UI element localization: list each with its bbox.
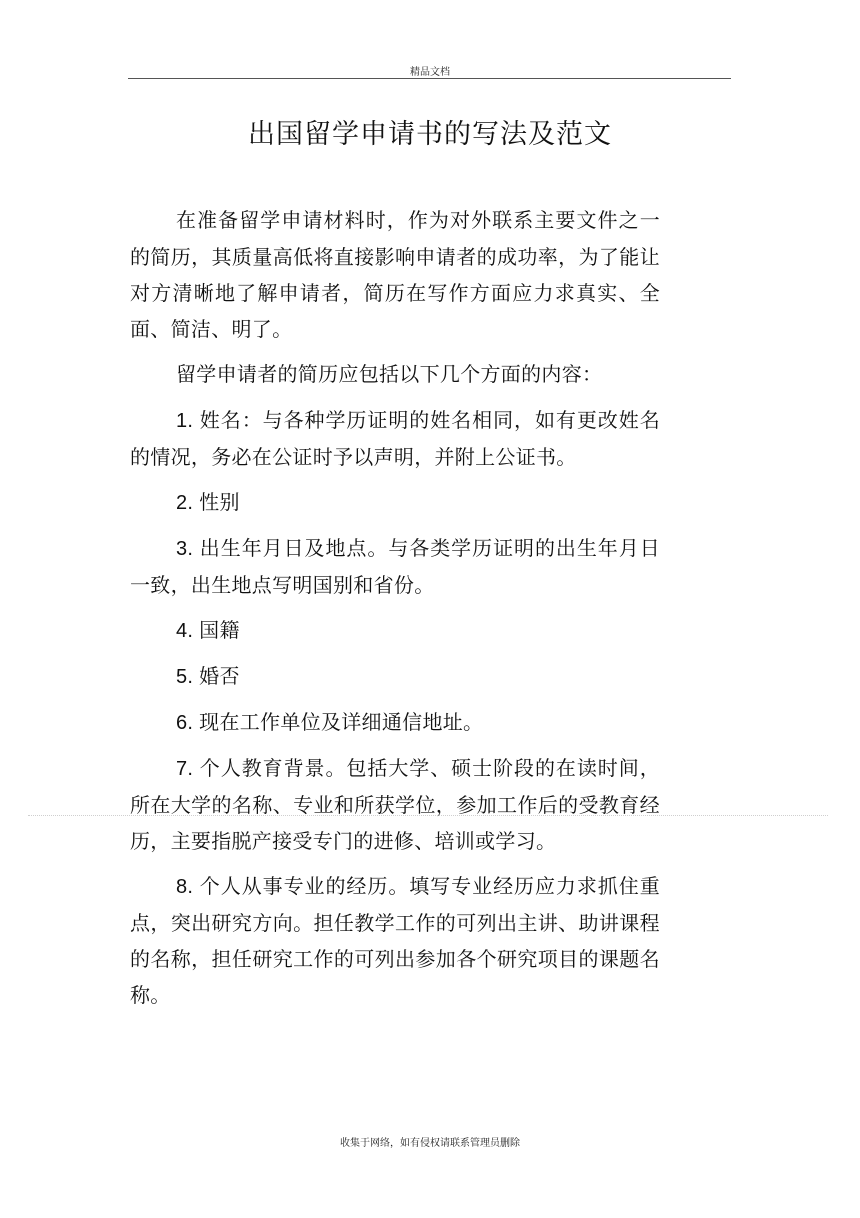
- list-item-marital: [130, 658, 660, 695]
- list-item-number: 3.: [176, 538, 200, 560]
- list-item-text: 婚否: [199, 664, 240, 688]
- list-item-education: [130, 750, 660, 859]
- list-item-number: 4.: [176, 620, 200, 642]
- list-item-text: 国籍: [199, 618, 240, 642]
- list-item-number: 6.: [176, 712, 200, 734]
- paragraph-intro: [130, 202, 660, 347]
- list-item-number: 5.: [176, 666, 200, 688]
- paragraph-list-intro: [130, 356, 660, 393]
- list-item-text: 现在工作单位及详细通信地址。: [199, 710, 484, 734]
- list-item-text: 出生年月日及地点。与各类学历证明的出生年月日一致，出生地点写明国别和省份。: [130, 536, 660, 597]
- list-item-name: [130, 402, 660, 475]
- paragraph-text: 留学申请者的简历应包括以下几个方面的内容：: [176, 362, 603, 386]
- list-item-workplace: [130, 704, 660, 741]
- list-item-birth: [130, 530, 660, 603]
- list-item-nationality: [130, 612, 660, 649]
- header-divider: [128, 78, 731, 79]
- page-footer-label: 收集于网络，如有侵权请联系管理员删除: [340, 1138, 520, 1149]
- document-body: [130, 202, 660, 1022]
- list-item-experience: [130, 868, 660, 1013]
- page-header-label: 精品文档: [410, 67, 450, 78]
- document-title: 出国留学申请书的写法及范文: [248, 119, 612, 150]
- page-dotted-line: [28, 815, 828, 816]
- paragraph-text: 在准备留学申请材料时，作为对外联系主要文件之一的简历，其质量高低将直接影响申请者的成功率，为了能让对方清晰地了解申请者，简历在写作方面应力求真实、全面、简洁、明了。: [130, 208, 660, 341]
- list-item-number: 2.: [176, 492, 200, 514]
- list-item-text: 姓名：与各种学历证明的姓名相同，如有更改姓名的情况，务必在公证时予以声明，并附上公证书。: [130, 408, 660, 469]
- list-item-text: 个人从事专业的经历。填写专业经历应力求抓住重点，突出研究方向。担任教学工作的可列出主讲、助讲课程的名称，担任研究工作的可列出参加各个研究项目的课题名称。: [130, 874, 660, 1007]
- list-item-text: 个人教育背景。包括大学、硕士阶段的在读时间，所在大学的名称、专业和所获学位，参加工作后的受教育经历，主要指脱产接受专门的进修、培训或学习。: [130, 756, 660, 853]
- list-item-number: 1.: [176, 410, 200, 432]
- list-item-number: 8.: [176, 876, 200, 898]
- list-item-gender: [130, 484, 660, 521]
- list-item-text: 性别: [199, 490, 240, 514]
- list-item-number: 7.: [176, 758, 200, 780]
